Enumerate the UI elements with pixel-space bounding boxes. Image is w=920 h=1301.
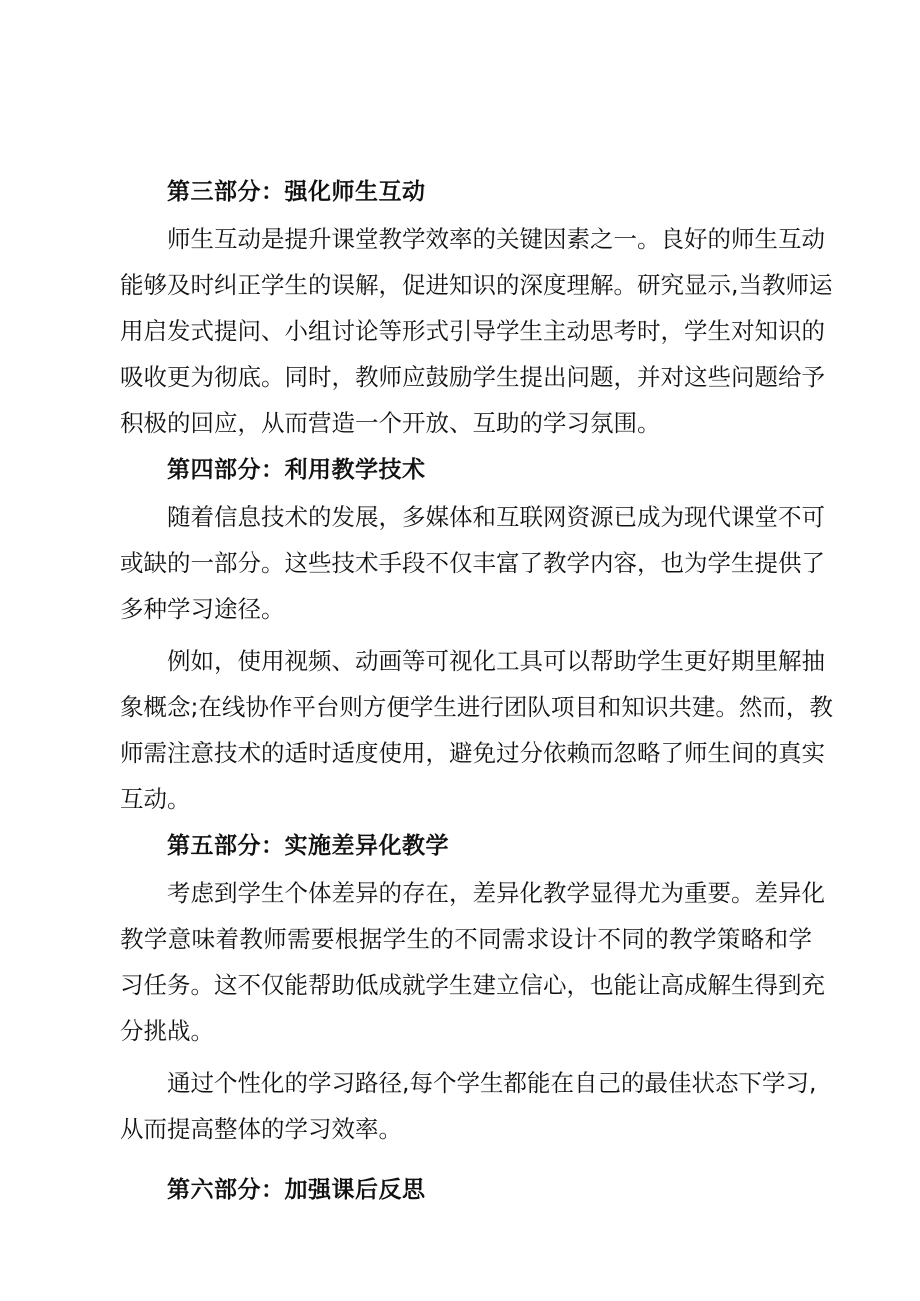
text-line: 习任务。这不仅能帮助低成就学生建立信心，也能让高成解生得到充: [120, 971, 825, 999]
text-line: 随着信息技术的发展，多媒体和互联网资源已成为现代课堂不可: [167, 503, 825, 531]
text-line: 通过个性化的学习路径,每个学生都能在自己的最佳状态下学习,: [167, 1069, 817, 1097]
document-page: [120, 168, 833, 1214]
text-line: 用启发式提问、小组讨论等形式引导学生主动思考时，学生对知识的: [120, 317, 825, 345]
text-line: 教学意味着教师需要根据学生的不同需求设计不同的教学策略和学: [120, 925, 812, 953]
text-line: 象概念;在线协作平台则方便学生进行团队项目和知识共建。然而，教: [120, 693, 833, 721]
section-heading: 第四部分：利用教学技术: [167, 457, 426, 483]
text-line: 从而提高整体的学习效率。: [120, 1115, 402, 1143]
text-line: 分挑战。: [120, 1017, 214, 1045]
paragraph: [120, 870, 825, 1054]
section-heading: 第六部分：加强课后反思: [167, 1177, 426, 1203]
text-line: 或缺的一部分。这些技术手段不仅丰富了教学内容，也为学生提供了: [120, 549, 825, 577]
text-line: 互动。: [120, 785, 191, 813]
text-line: 吸收更为彻底。同时，教师应鼓励学生提出问题，并对这些问题给予: [120, 363, 825, 391]
section-heading: 第五部分：实施差异化教学: [167, 833, 449, 859]
text-line: 考虑到学生个体差异的存在，差异化教学显得尤为重要。差异化: [167, 879, 825, 907]
paragraph: [120, 494, 825, 632]
text-line: 例如，使用视频、动画等可视化工具可以帮助学生更好期里解抽: [167, 647, 825, 675]
section-heading: 第三部分：强化师生互动: [167, 179, 426, 205]
text-line: 多种学习途径。: [120, 595, 285, 623]
paragraph: [120, 1060, 817, 1152]
text-line: 师需注意技术的适时适度使用，避免过分依赖而忽略了师生间的真实: [120, 739, 825, 767]
paragraph: [120, 638, 833, 822]
text-line: 积极的回应，从而营造一个开放、互助的学习氛围。: [120, 409, 661, 437]
paragraph: [120, 216, 833, 446]
text-line: 师生互动是提升课堂教学效率的关键因素之一。良好的师生互动: [167, 225, 825, 253]
text-line: 能够及时纠正学生的误解，促进知识的深度理解。研究显示,当教师运: [120, 271, 833, 299]
